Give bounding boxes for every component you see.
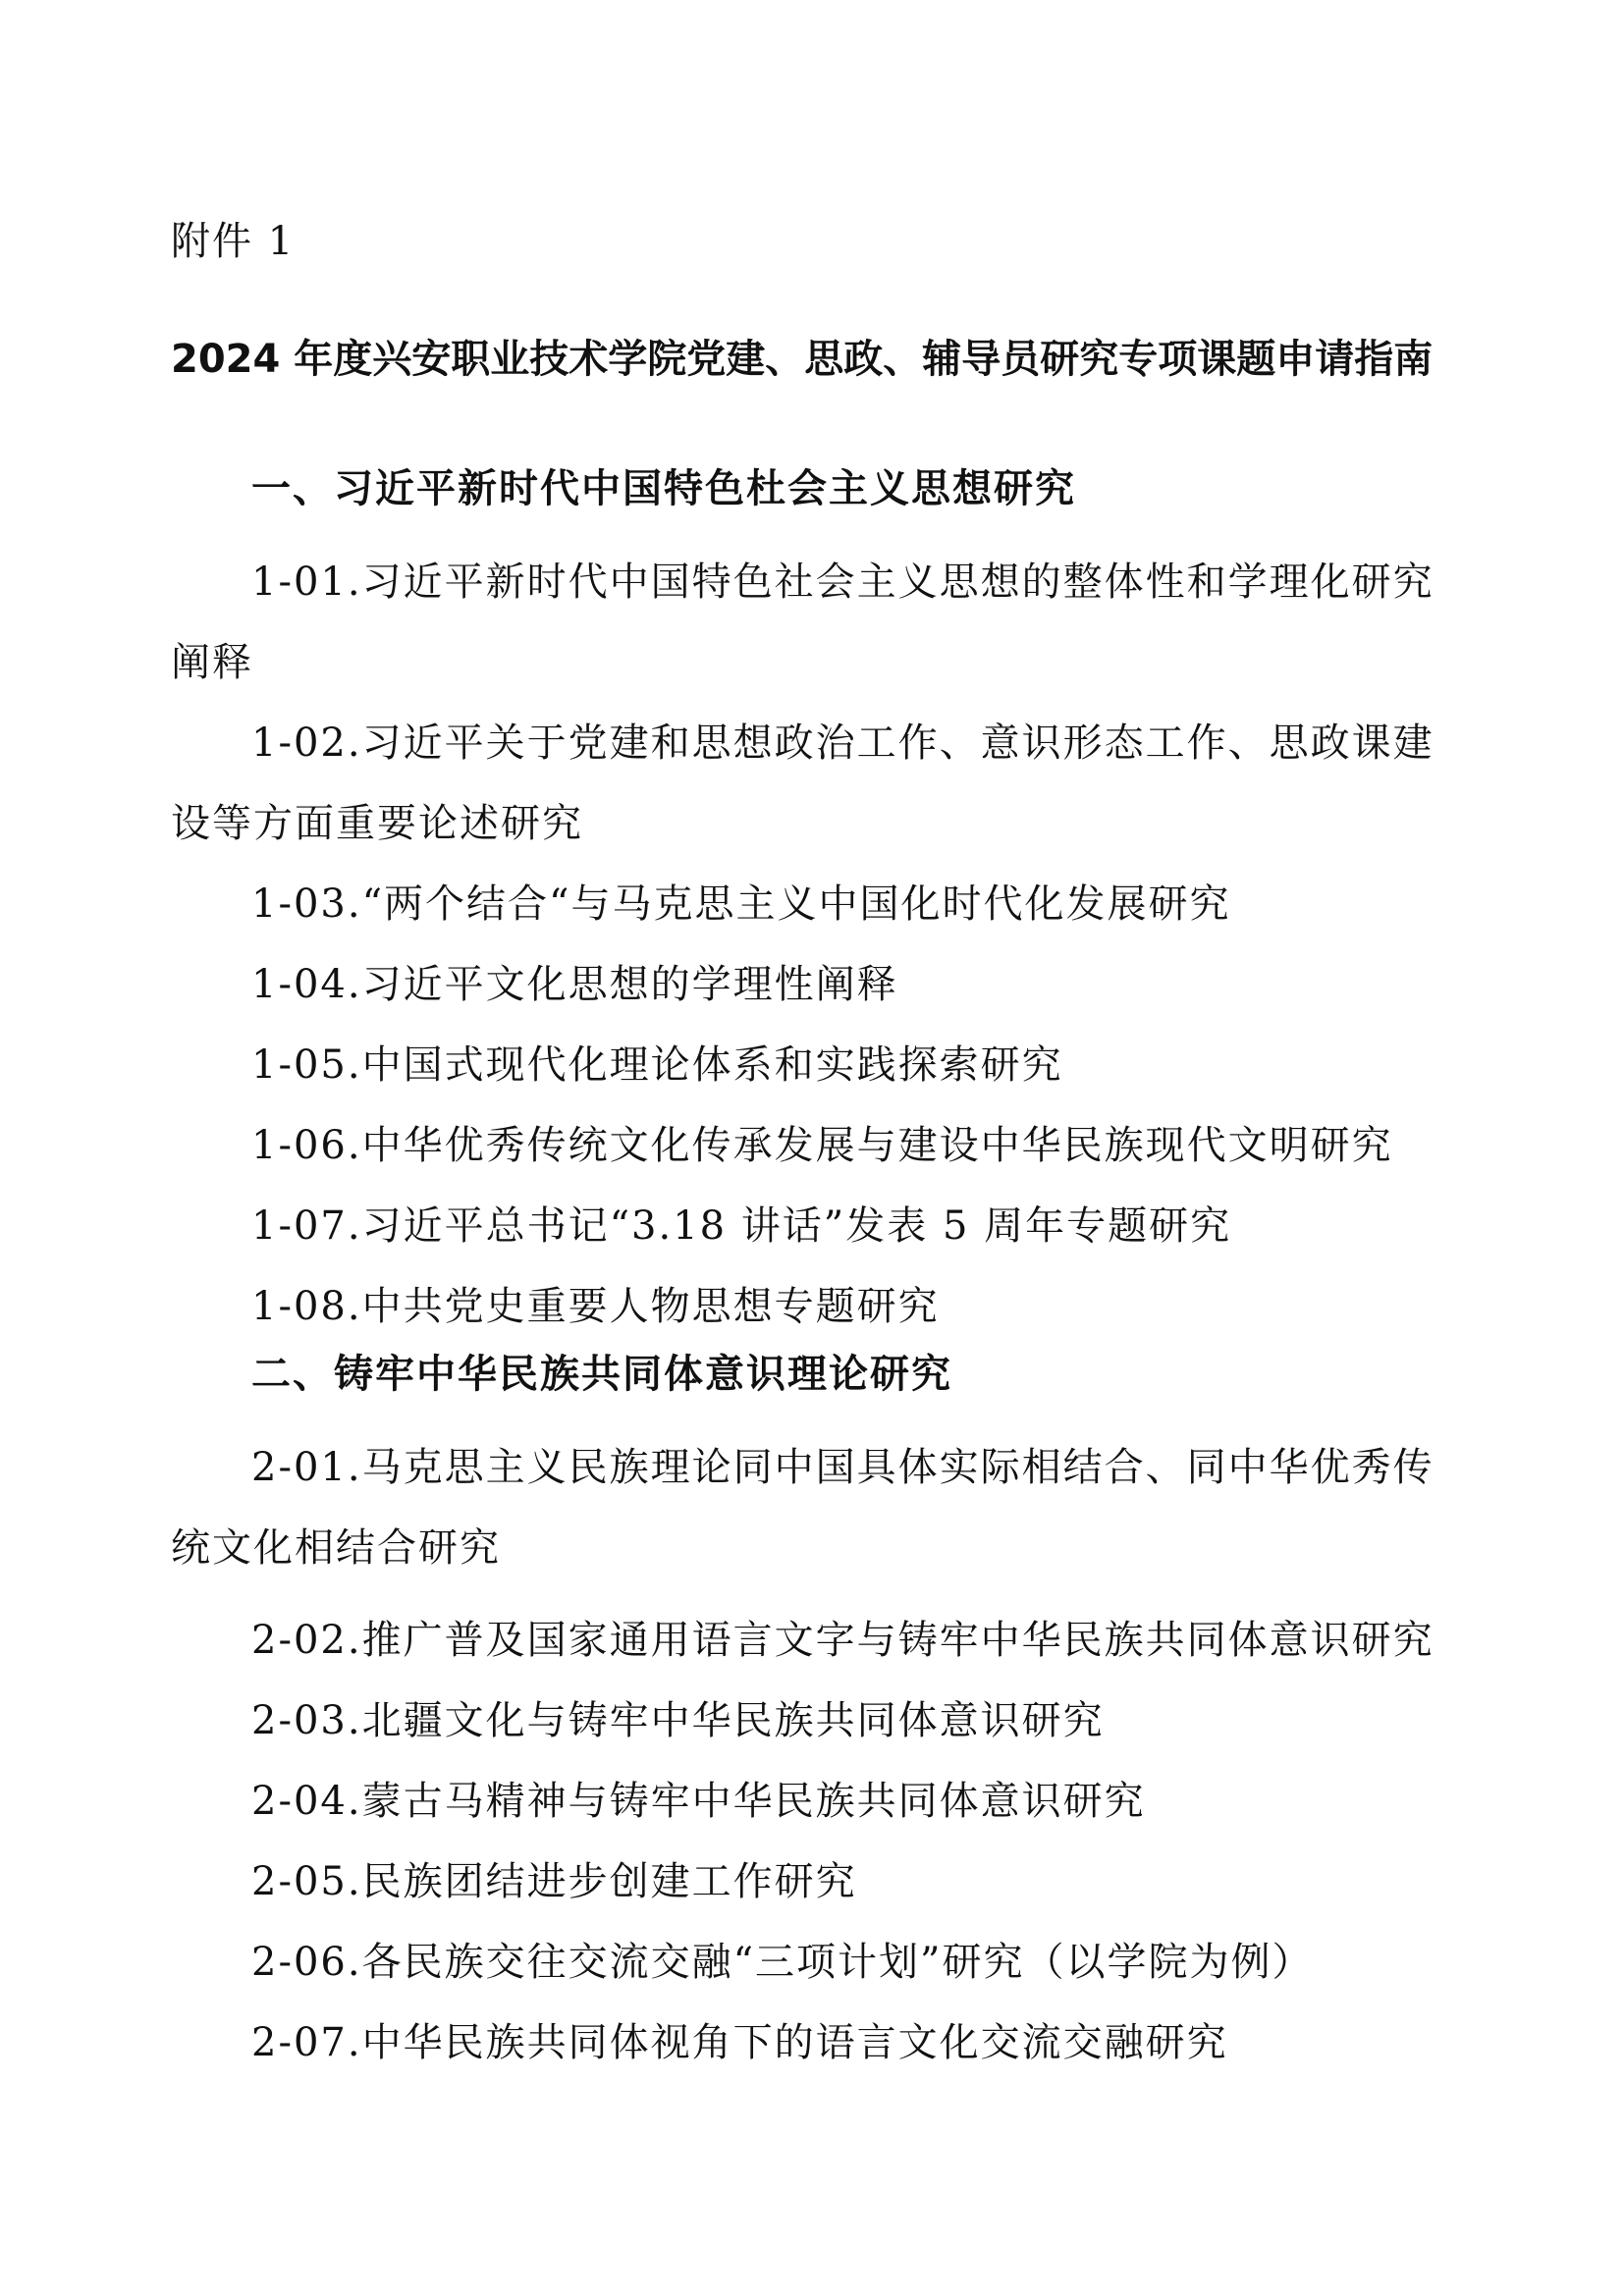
list-item: 1-05.中国式现代化理论体系和实践探索研究 <box>251 1042 1063 1088</box>
list-item: 1-08.中共党史重要人物思想专题研究 <box>251 1284 940 1329</box>
list-item: 1-03.“两个结合“与马克思主义中国化时代化发展研究 <box>251 881 1231 927</box>
list-item: 2-02.推广普及国家通用语言文字与铸牢中华民族共同体意识研究 <box>251 1618 1435 1663</box>
list-item: 2-01.马克思主义民族理论同中国具体实际相结合、同中华优秀传统文化相结合研究 <box>171 1445 1435 1571</box>
section-heading-2: 二、铸牢中华民族共同体意识理论研究 <box>251 1352 952 1397</box>
section-heading-1: 一、习近平新时代中国特色杜会主义思想研究 <box>251 466 1076 511</box>
list-item: 2-06.各民族交往交流交融“三项计划”研究（以学院为例） <box>251 1940 1314 1985</box>
list-item: 2-05.民族团结进步创建工作研究 <box>251 1859 857 1904</box>
list-item: 2-04.蒙古马精神与铸牢中华民族共同体意识研究 <box>251 1779 1146 1824</box>
list-item: 2-07.中华民族共同体视角下的语言文化交流交融研究 <box>251 2020 1228 2065</box>
list-item: 1-06.中华优秀传统文化传承发展与建设中华民族现代文明研究 <box>251 1123 1393 1168</box>
document-title: 2024 年度兴安职业技术学院党建、思政、辅导员研究专项课题申请指南 <box>171 337 1434 382</box>
list-item: 1-02.习近平关于党建和思想政治工作、意识形态工作、思政课建设等方面重要论述研究 <box>171 721 1435 846</box>
list-item: 2-03.北疆文化与铸牢中华民族共同体意识研究 <box>251 1698 1105 1743</box>
attachment-label: 附件 1 <box>171 219 296 264</box>
list-item: 1-04.习近平文化思想的学理性阐释 <box>251 962 898 1007</box>
list-item: 1-07.习近平总书记“3.18 讲话”发表 5 周年专题研究 <box>251 1203 1232 1249</box>
list-item: 1-01.习近平新时代中国特色社会主义思想的整体性和学理化研究阐释 <box>171 560 1435 685</box>
document-body <box>171 461 1457 2083</box>
